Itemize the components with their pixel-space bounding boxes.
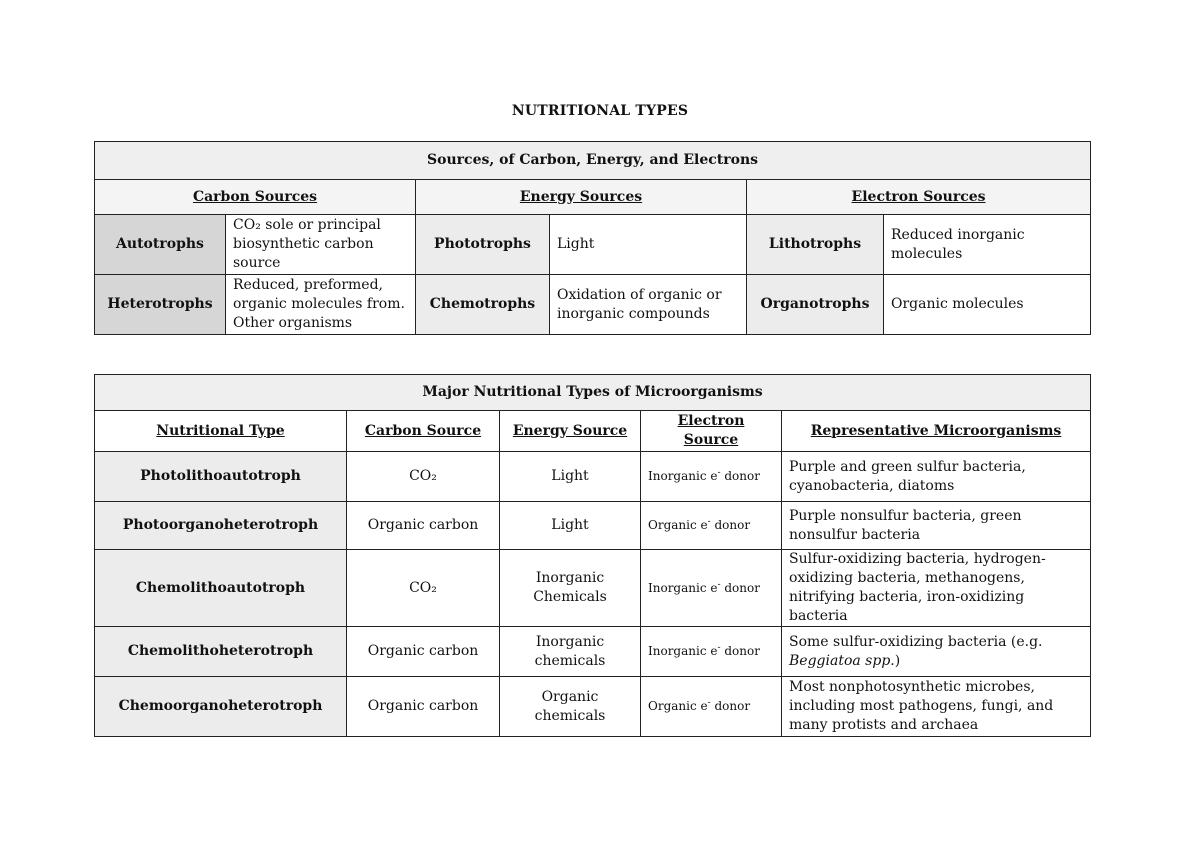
nutritional-type-cell: Chemolithoheterotroph [95,627,347,677]
electron-type-cell: Organotrophs [747,275,884,335]
electron-source-cell [641,627,782,677]
electron-type-cell: Lithotrophs [747,215,884,275]
group-energy-sources: Energy Sources [416,180,747,215]
nutritional-type-cell: Photolithoautotroph [95,452,347,502]
electron-source-text: Inorganic e [648,469,718,483]
microorganisms-cell: Purple and green sulfur bacteria, cyanobacteria, diatoms [782,452,1091,502]
microorganisms-cell: Purple nonsulfur bacteria, green nonsulfur bacteria [782,502,1091,550]
electron-suffix: donor [724,469,760,483]
carbon-source-cell: Organic carbon [347,627,500,677]
electron-desc-cell: Reduced inorganic molecules [884,215,1091,275]
microorganisms-cell [782,627,1091,677]
energy-desc-cell: Oxidation of organic or inorganic compounds [550,275,747,335]
table-row [95,550,1091,627]
page-title: NUTRITIONAL TYPES [511,103,689,119]
energy-source-cell: Light [500,452,641,502]
minus-superscript: - [707,517,711,527]
column-header: Electron Source [641,411,782,452]
energy-source-cell: Inorganic chemicals [500,627,641,677]
nutritional-type-cell: Photoorganoheterotroph [95,502,347,550]
column-header: Carbon Source [347,411,500,452]
minus-superscript: - [717,643,721,653]
electron-source-cell [641,550,782,627]
nutritional-types-table [94,374,1091,737]
carbon-source-cell: CO₂ [347,550,500,627]
table-row [95,677,1091,737]
energy-source-cell: Organic chemicals [500,677,641,737]
microorganisms-cell: Sulfur-oxidizing bacteria, hydrogen-oxidizing bacteria, methanogens, nitrifying bacteria, iron-oxidizing bacteria [782,550,1091,627]
column-header: Representative Microorganisms [782,411,1091,452]
minus-superscript: - [717,579,721,590]
electron-suffix: donor [724,644,760,658]
microorganisms-cell: Most nonphotosynthetic microbes, including most pathogens, fungi, and many protists and archaea [782,677,1091,737]
column-header: Energy Source [500,411,641,452]
column-header: Nutritional Type [95,411,347,452]
energy-desc-cell: Light [550,215,747,275]
minus-superscript: - [717,468,721,478]
carbon-source-cell: Organic carbon [347,677,500,737]
electron-source-cell [641,502,782,550]
energy-source-cell: Inorganic Chemicals [500,550,641,627]
electron-suffix: donor [714,699,751,713]
carbon-type-cell: Heterotrophs [95,275,226,335]
carbon-desc-cell: CO₂ sole or principal biosynthetic carbon source [226,215,416,275]
table-row [95,627,1091,677]
electron-source-text: Inorganic e [648,580,718,595]
microbes-italic-text: Beggiatoa spp. [789,652,895,669]
electron-desc-cell: Organic molecules [884,275,1091,335]
carbon-source-cell: CO₂ [347,452,500,502]
sources-table-header: Sources, of Carbon, Energy, and Electrons [95,142,1091,180]
types-table-header: Major Nutritional Types of Microorganisms [95,375,1091,411]
electron-suffix: donor [714,518,751,532]
table-row [95,215,1091,275]
electron-suffix: donor [724,580,760,595]
electron-source-cell [641,452,782,502]
carbon-type-cell: Autotrophs [95,215,226,275]
group-carbon-sources: Carbon Sources [95,180,416,215]
table-row [95,452,1091,502]
table-row [95,275,1091,335]
microbes-tail-text: ) [894,652,901,669]
energy-type-cell: Chemotrophs [416,275,550,335]
sources-table [94,141,1091,335]
energy-type-cell: Phototrophs [416,215,550,275]
minus-superscript: - [707,698,711,708]
nutritional-type-cell: Chemoorganoheterotroph [95,677,347,737]
carbon-source-cell: Organic carbon [347,502,500,550]
energy-source-cell: Light [500,502,641,550]
table-row [95,502,1091,550]
nutritional-type-cell: Chemolithoautotroph [95,550,347,627]
electron-source-text: Inorganic e [648,644,718,658]
carbon-desc-cell: Reduced, preformed, organic molecules from. Other organisms [226,275,416,335]
electron-source-text: Organic e [648,518,708,532]
electron-source-cell [641,677,782,737]
electron-source-text: Organic e [648,699,708,713]
microbes-text: Some sulfur-oxidizing bacteria (e.g. [789,633,1043,650]
group-electron-sources: Electron Sources [747,180,1091,215]
